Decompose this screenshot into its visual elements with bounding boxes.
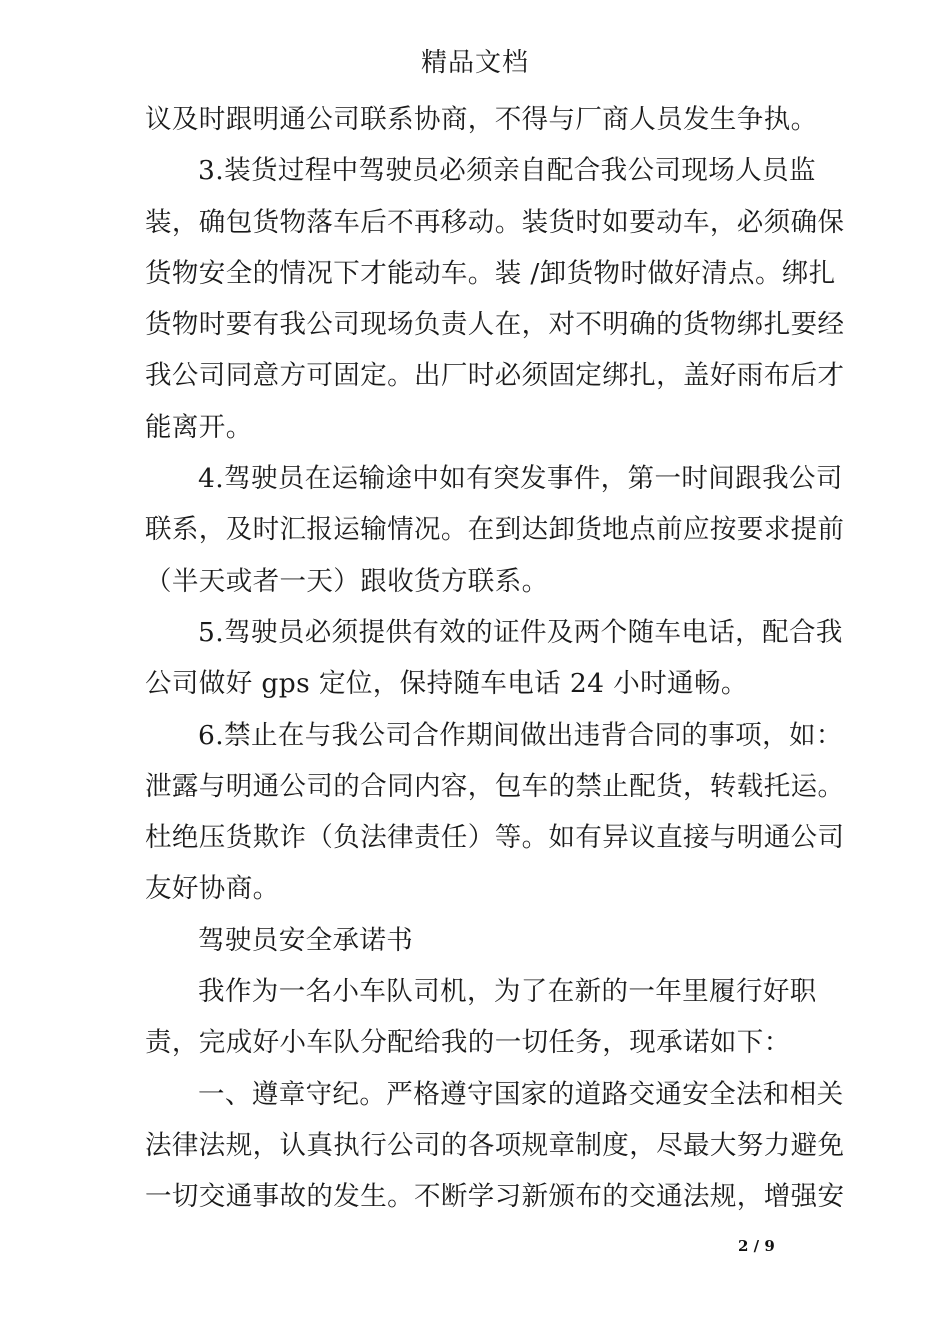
body-line: （半天或者一天）跟收货方联系。 [145, 565, 549, 597]
body-line: 杜绝压货欺诈（负法律责任）等。如有异议直接与明通公司 [145, 822, 845, 854]
body-line: 我公司同意方可固定。出厂时必须固定绑扎，盖好雨布后才 [145, 360, 845, 392]
document-body [145, 94, 845, 1223]
body-line: 泄露与明通公司的合同内容，包车的禁止配货，转载托运。 [145, 770, 845, 802]
body-line: 装，确包货物落车后不再移动。装货时如要动车，必须确保 [145, 206, 845, 238]
body-line: 我作为一名小车队司机，为了在新的一年里履行好职 [198, 976, 817, 1008]
body-line: 货物时要有我公司现场负责人在，对不明确的货物绑扎要经 [145, 309, 845, 341]
body-line: 议及时跟明通公司联系协商，不得与厂商人员发生争执。 [145, 104, 818, 135]
body-line: 3.装货过程中驾驶员必须亲自配合我公司现场人员监 [198, 155, 816, 187]
body-line: 公司做好 gps 定位，保持随车电话 24 小时通畅。 [145, 668, 748, 700]
body-line: 4.驾驶员在运输途中如有突发事件，第一时间跟我公司 [198, 463, 843, 495]
body-line: 5.驾驶员必须提供有效的证件及两个随车电话，配合我 [198, 616, 843, 648]
body-line: 友好协商。 [145, 873, 280, 905]
body-line: 联系，及时汇报运输情况。在到达卸货地点前应按要求提前 [145, 514, 845, 546]
body-line: 货物安全的情况下才能动车。装 /卸货物时做好清点。绑扎 [145, 257, 836, 289]
body-line: 一切交通事故的发生。不断学习新颁布的交通法规，增强安 [145, 1181, 845, 1213]
body-line: 一、遵章守纪。严格遵守国家的道路交通安全法和相关 [198, 1078, 844, 1110]
body-line: 能离开。 [145, 411, 253, 443]
body-line: 责，完成好小车队分配给我的一切任务，现承诺如下： [145, 1027, 791, 1059]
body-line: 6.禁止在与我公司合作期间做出违背合同的事项，如： [198, 719, 843, 751]
page-number: 2 / 9 [738, 1237, 775, 1255]
body-line: 法律法规，认真执行公司的各项规章制度，尽最大努力避免 [145, 1129, 845, 1161]
page-header-title: 精品文档 [420, 48, 529, 78]
section-heading: 驾驶员安全承诺书 [198, 924, 414, 956]
